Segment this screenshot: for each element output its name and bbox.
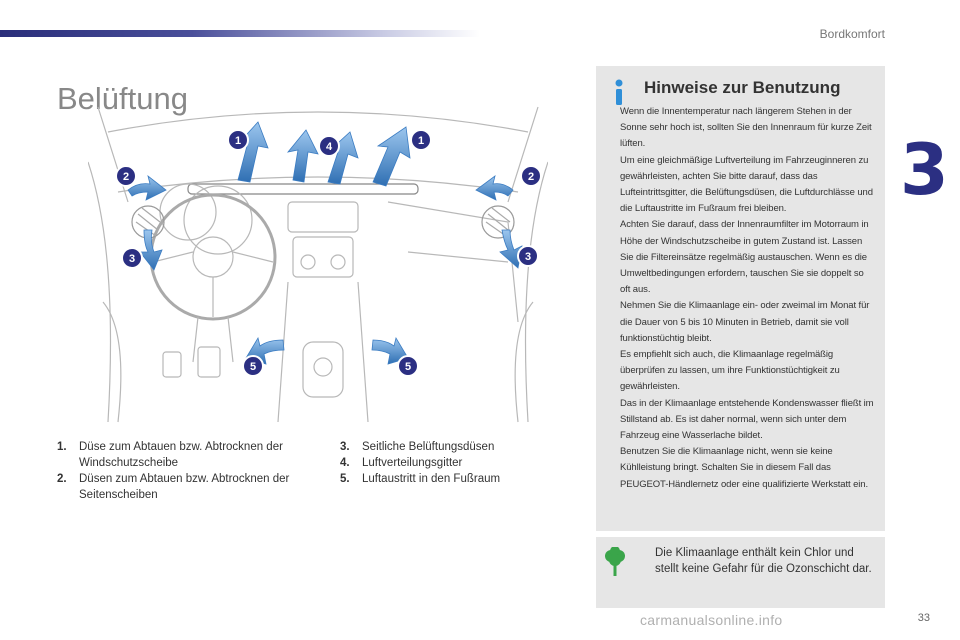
usage-note: Wenn die Innentemperatur nach längerem Stehen in der Sonne sehr hoch ist, sollten Sie den Innenraum für kurze Zeit lüften. [620, 106, 872, 150]
legend-left [57, 439, 327, 503]
airflow-arrow-side-left-down [140, 230, 162, 270]
callout-2-left [116, 166, 136, 186]
legend-number: 4. [340, 457, 350, 469]
svg-text:5: 5 [404, 361, 412, 373]
legend-item [340, 439, 580, 455]
section-label: Bordkomfort [819, 27, 885, 41]
watermark: carmanualsonline.info [640, 612, 783, 628]
svg-text:1: 1 [234, 135, 242, 147]
airflow-arrow-side-right-up [476, 176, 513, 200]
environment-note-box [596, 537, 885, 608]
callout-5-left [243, 356, 263, 376]
legend-item [340, 455, 580, 471]
legend-text: Luftverteilungsgitter [362, 457, 463, 469]
legend-item [57, 471, 327, 503]
airflow-arrows [128, 122, 522, 364]
legend-text: Düse zum Abtauen bzw. Abtrocknen der Windschutzscheibe [79, 441, 283, 469]
tree-icon [604, 547, 626, 577]
svg-text:2: 2 [122, 171, 130, 183]
usage-note: Nehmen Sie die Klimaanlage ein- oder zweimal im Monat für die Dauer von 5 bis 10 Minuten in Betrieb, damit sie voll funktionstüchtig bleibt. [620, 300, 870, 344]
legend-text: Luftaustritt in den Fußraum [362, 473, 501, 485]
usage-note: Achten Sie darauf, dass der Innenraumfilter im Motorraum in Höhe der Windschutzscheibe in gutem Zustand ist. Lassen Sie die Filtereinsätze regelmäßig austauschen. Wenn es die Umweltbedingungen erfordern, tauschen Sie sie doppelt so oft aus. [620, 219, 869, 296]
svg-text:5: 5 [249, 361, 257, 373]
legend-text: Seitliche Belüftungsdüsen [362, 441, 495, 453]
callout-5-right [398, 356, 418, 376]
usage-note: Um eine gleichmäßige Luftverteilung im Fahrzeuginneren zu gewährleisten, achten Sie bitte darauf, dass das Lufteintrittsgitter, die Belüftungsdüsen, die Luftdurchlässe und die Luftaustritte im Fußraum frei bleiben. [620, 154, 873, 215]
svg-text:4: 4 [325, 141, 333, 153]
header-bar [0, 30, 480, 37]
page-title: Belüftung [57, 80, 188, 116]
svg-text:2: 2 [527, 171, 535, 183]
svg-text:1: 1 [417, 135, 425, 147]
legend-item [340, 471, 580, 487]
usage-note: Es empfiehlt sich auch, die Klimaanlage regelmäßig überprüfen zu lassen, um ihre Funktionstüchtigkeit zu gewährleisten. [620, 349, 840, 393]
callout-2-right [521, 166, 541, 186]
callout-3-left [122, 248, 142, 268]
airflow-arrow-side-right-down [500, 230, 522, 268]
environment-note-text: Die Klimaanlage enthält kein Chlor und stellt keine Gefahr für die Ozonschicht dar. [655, 547, 872, 576]
usage-note: Benutzen Sie die Klimaanlage nicht, wenn sie keine Kühlleistung bringt. Schalten Sie in diesem Fall das PEUGEOT-Händlernetz oder eine qualifizierte Werkstatt ein. [620, 446, 869, 490]
usage-notes-text [620, 104, 876, 493]
legend-number: 5. [340, 473, 350, 485]
usage-notes-box [596, 66, 885, 531]
callout-1-left [228, 130, 248, 150]
svg-text:3: 3 [128, 253, 136, 265]
callout-3-right [518, 246, 538, 266]
usage-notes-title: Hinweise zur Benutzung [644, 78, 841, 97]
callout-1-right [411, 130, 431, 150]
legend-text: Düsen zum Abtauen bzw. Abtrocknen der Seitenscheiben [79, 473, 290, 501]
info-icon [606, 78, 632, 106]
usage-note: Das in der Klimaanlage entstehende Kondenswasser fließt im Stillstand ab. Es ist daher normal, wenn sich unter dem Fahrzeug eine Wasserlache bildet. [620, 397, 874, 442]
chapter-number: 3 [900, 129, 949, 211]
legend-number: 1. [57, 441, 67, 453]
usage-notes-header [596, 74, 885, 104]
legend-number: 2. [57, 473, 67, 485]
airflow-arrow-windshield-right [373, 127, 410, 186]
legend-number: 3. [340, 441, 350, 453]
legend-item [57, 439, 327, 471]
dashboard-illustration [88, 102, 548, 428]
airflow-arrow-center-left [288, 130, 318, 182]
legend-right [340, 439, 580, 487]
page-number: 33 [917, 612, 930, 624]
callout-4 [319, 136, 339, 156]
svg-text:3: 3 [524, 251, 532, 263]
